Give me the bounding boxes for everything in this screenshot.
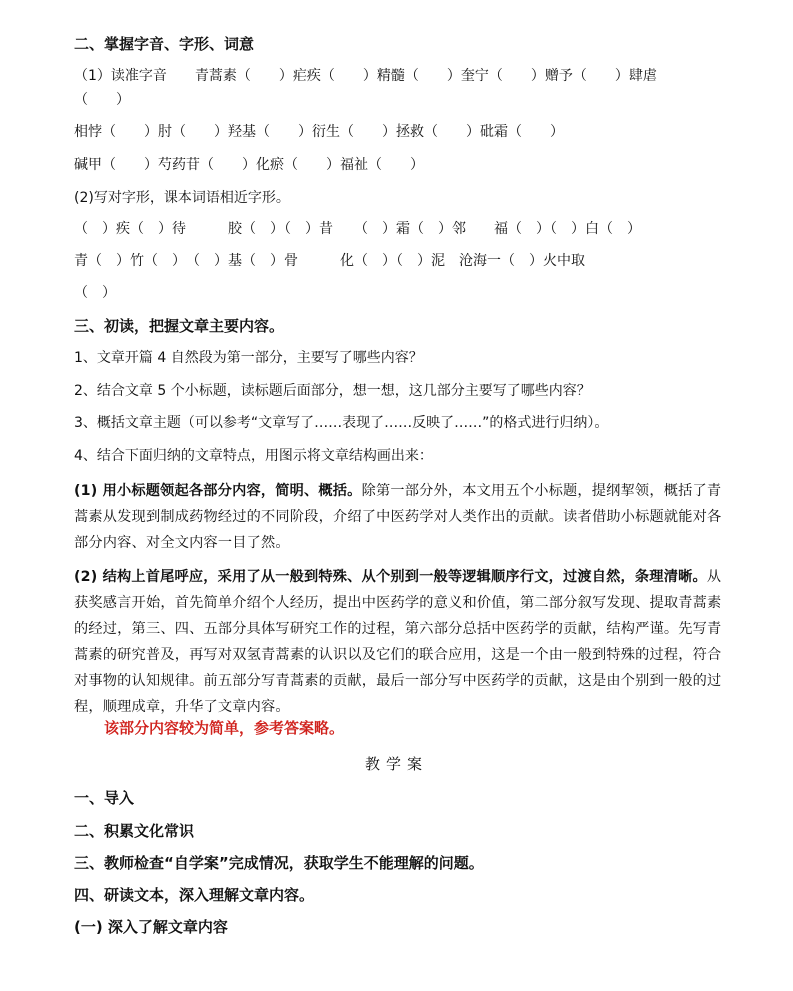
section2-heading: 二、掌握字音、字形、词意 [74,35,255,53]
reading-line-1: （1）读准字音 青蒿素（ ）疟疾（ ）精髓（ ）奎宁（ ）赠予（ ）肆虐 [74,68,657,84]
feature-paragraph-2 [74,564,724,720]
section3-heading: 三、初读，把握文章主要内容。 [74,317,285,335]
feature-2-body: 从获奖感言开始，首先简单介绍个人经历，提出中医药学的意义和价值，第二部分叙写发现、提取青蒿素的经过，第三、四、五部分具体写研究工作的过程，第六部分总括中医药学的贡献，结构严谨。先写青蒿素的研究普及，再写对双氢青蒿素的认识以及它们的联合应用，这是一个由一般到特殊的过程，符合对事物的认知规律。前五部分写青蒿素的贡献，最后一部分写中医药学的贡献，这是由个别到一般的过程，顺理成章，升华了文章内容。 [74,569,722,715]
reading-line-3: 碱甲（ ）芍药苷（ ）化瘀（ ）福祉（ ） [74,157,424,173]
writing-line-1: （ ）疾（ ）待 胶（ ）（ ）昔 （ ）霜（ ）邻 福（ ）（ ）白（ ） [74,221,641,237]
question-1: 1、文章开篇 4 自然段为第一部分，主要写了哪些内容？ [74,350,423,366]
reading-line-2: 相悖（ ）肘（ ）羟基（ ）衍生（ ）拯救（ ）砒霜（ ） [74,124,564,140]
feature-2-lead: (2) 结构上首尾呼应，采用了从一般到特殊、从个别到一般等逻辑顺序行文，过渡自然，条理清晰。 [74,569,707,585]
feature-1-lead: (1) 用小标题领起各部分内容，简明、概括。 [74,483,362,499]
writing-title: (2)写对字形，课本词语相近字形。 [74,190,290,206]
question-3: 3、概括文章主题（可以参考“文章写了……表现了……反映了……”的格式进行归纳）。 [74,415,609,431]
teaching-item-3: 三、教师检查“自学案”完成情况，获取学生不能理解的问题。 [74,854,484,872]
writing-line-2: 青（ ）竹（ ） （ ）基（ ）骨 化（ ）（ ）泥 沧海一（ ）火中取 [74,253,585,269]
teaching-item-4: 四、研读文本，深入理解文章内容。 [74,886,315,904]
question-2: 2、结合文章 5 个小标题，读标题后面部分，想一想，这几部分主要写了哪些内容？ [74,383,591,399]
feature-1-body: 除第一部分外，本文用五个小标题，提纲挈领，概括了青蒿素从发现到制成药物经过的不同阶段，介绍了中医药学对人类作出的贡献。读者借助小标题就能对各部分内容、对全文内容一目了然。 [74,483,722,551]
teaching-plan-title: 教学案 [364,755,428,773]
question-4: 4、结合下面归纳的文章特点，用图示将文章结构画出来： [74,448,433,464]
teaching-item-2: 二、积累文化常识 [74,822,195,840]
feature-paragraph-1 [74,478,724,556]
teaching-item-5: (一) 深入了解文章内容 [74,918,228,936]
writing-line-3: （ ） [74,285,116,301]
answer-note: 该部分内容较为简单，参考答案略。 [104,719,345,737]
teaching-item-1: 一、导入 [74,789,135,807]
reading-line-1b: （ ） [74,92,130,108]
